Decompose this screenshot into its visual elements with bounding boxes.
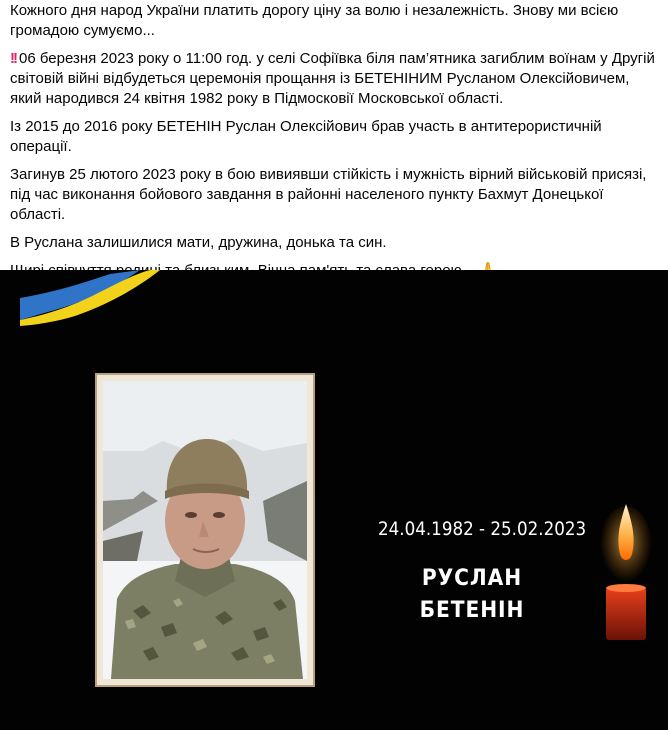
double-exclamation-icon: !! (10, 50, 16, 67)
post-paragraph-text: 06 березня 2023 року о 11:00 год. у селі Софіївка біля пам’ятника загиблим воїнам у Другій світовій війні відбудеться церемонія прощання із БЕТЕНІНИМ Русланом Олексійовичем, який народився 24 квітня 1982 року в Підмосковії Московської області. (10, 50, 655, 107)
post-paragraph-death (10, 165, 660, 225)
memorial-last-name: БЕТЕНІН (419, 598, 525, 623)
portrait-frame (95, 373, 315, 687)
memorial-dates: 24.04.1982 - 25.02.2023 (378, 518, 587, 540)
memorial-image[interactable] (0, 270, 668, 730)
portrait-photo (103, 381, 307, 679)
post-paragraph-text: Кожного дня народ України платить дорогу ціну за волю і незалежність. Знову ми всією громадою сумуємо... (10, 2, 619, 39)
post-paragraph-family (10, 233, 660, 253)
post-paragraph-text: Загинув 25 лютого 2023 року в бою вивиявши стійкість і мужність вірний військовій присязі, під час виконання бойового завдання в районні населеного пункту Бахмут Донецької області. (10, 166, 647, 223)
post-paragraph-ceremony (10, 49, 660, 109)
candle-icon (596, 496, 656, 646)
post-paragraph-service (10, 117, 660, 157)
ukraine-ribbon-icon (0, 270, 200, 340)
post-paragraph-text: Із 2015 до 2016 року БЕТЕНІН Руслан Олексійович брав участь в антитерористичній операції. (10, 118, 602, 155)
post-paragraph-intro (10, 1, 660, 41)
memorial-first-name: РУСЛАН (421, 566, 523, 591)
post-paragraph-text: В Руслана залишилися мати, дружина, донька та син. (10, 234, 387, 251)
post-text (10, 0, 660, 289)
